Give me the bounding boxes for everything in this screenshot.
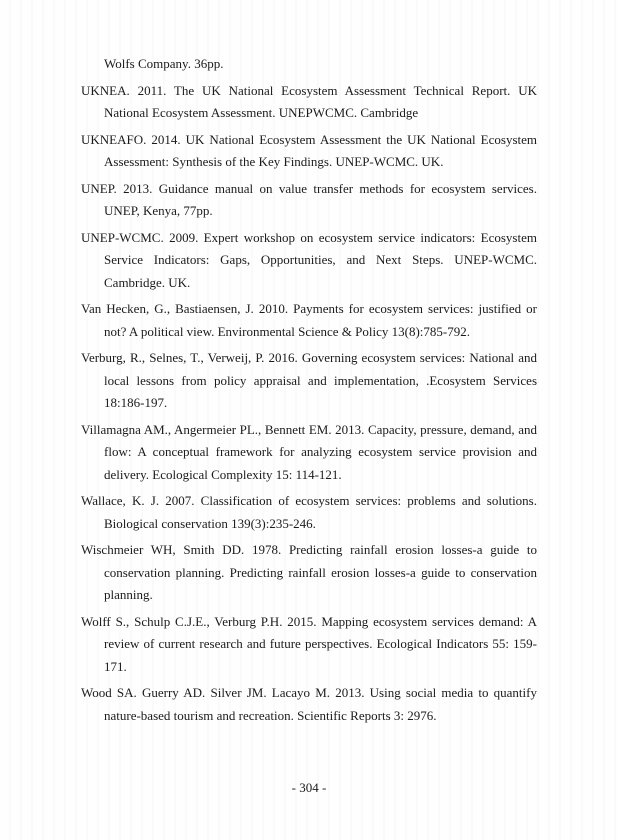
- reference-entry: Van Hecken, G., Bastiaensen, J. 2010. Payments for ecosystem services: justified or not? A political view. Environmental Science & Policy 13(8):785-792.: [81, 301, 537, 339]
- reference-entry: Verburg, R., Selnes, T., Verweij, P. 2016. Governing ecosystem services: National and local lessons from policy appraisal and implementation, .Ecosystem Services 18:186-197.: [81, 350, 537, 410]
- reference-continuation: Wolfs Company. 36pp.: [104, 56, 224, 71]
- reference-entry: Villamagna AM., Angermeier PL., Bennett EM. 2013. Capacity, pressure, demand, and flow: A conceptual framework for analyzing ecosystem service provision and delivery. Ecological Complexity 15: 114-121.: [81, 421, 537, 482]
- reference-entry: Wood SA. Guerry AD. Silver JM. Lacayo M. 2013. Using social media to quantify nature-based tourism and recreation. Scientific Reports 3: 2976.: [81, 685, 537, 723]
- reference-entry: UKNEA. 2011. The UK National Ecosystem Assessment Technical Report. UK National Ecosystem Assessment. UNEPWCMC. Cambridge: [81, 82, 537, 120]
- reference-entry: UNEP-WCMC. 2009. Expert workshop on ecosystem service indicators: Ecosystem Service Indicators: Gaps, Opportunities, and Next Steps. UNEP-WCMC. Cambridge. UK.: [81, 229, 537, 290]
- reference-entry: UNEP. 2013. Guidance manual on value transfer methods for ecosystem services. UNEP, Kenya, 77pp.: [81, 180, 537, 218]
- references-list: [81, 53, 537, 731]
- reference-entry: Wischmeier WH, Smith DD. 1978. Predicting rainfall erosion losses-a guide to conservation planning. Predicting rainfall erosion losses-a guide to conservation planning.: [81, 542, 537, 602]
- reference-entry: Wolff S., Schulp C.J.E., Verburg P.H. 2015. Mapping ecosystem services demand: A review of current research and future perspectives. Ecological Indicators 55: 159-171.: [81, 613, 537, 674]
- reference-entry: UKNEAFO. 2014. UK National Ecosystem Assessment the UK National Ecosystem Assessment: Synthesis of the Key Findings. UNEP-WCMC. UK.: [81, 131, 537, 169]
- reference-entry: Wallace, K. J. 2007. Classification of ecosystem services: problems and solutions. Biological conservation 139(3):235-246.: [81, 493, 537, 531]
- page-number: - 304 -: [291, 780, 327, 795]
